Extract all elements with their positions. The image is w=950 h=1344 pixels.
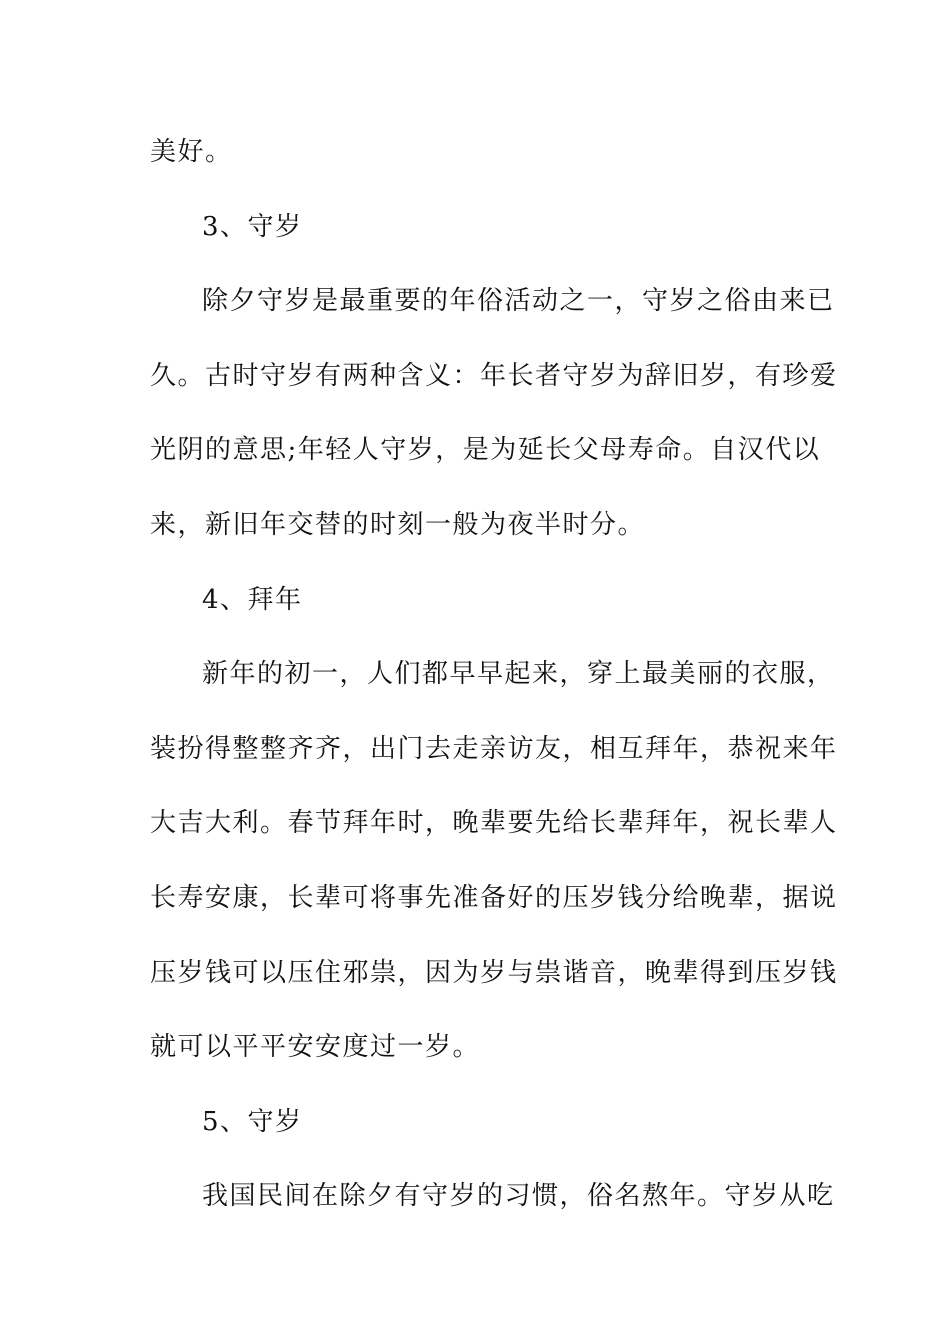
text-line: 来，新旧年交替的时刻一般为夜半时分。 — [150, 509, 646, 540]
section-heading-shousui-2: 5、守岁 — [202, 1106, 303, 1137]
text-line: 就可以平平安安度过一岁。 — [150, 1032, 481, 1063]
text-line: 美好。 — [150, 137, 233, 167]
text-line: 长寿安康，长辈可将事先准备好的压岁钱分给晚辈，据说 — [150, 882, 838, 913]
text-line: 久。古时守岁有两种含义：年长者守岁为辞旧岁，有珍爱 — [150, 360, 838, 391]
text-line: 我国民间在除夕有守岁的习惯，俗名熬年。守岁从吃 — [202, 1181, 835, 1212]
text-line: 压岁钱可以压住邪祟，因为岁与祟谐音，晚辈得到压岁钱 — [150, 957, 838, 988]
text-line: 装扮得整整齐齐，出门去走亲访友，相互拜年，恭祝来年 — [150, 733, 838, 764]
text-line: 新年的初一，人们都早早起来，穿上最美丽的衣服， — [202, 659, 835, 690]
text-line: 光阴的意思;年轻人守岁，是为延长父母寿命。自汉代以 — [150, 435, 821, 466]
text-line: 除夕守岁是最重要的年俗活动之一，守岁之俗由来已 — [202, 286, 835, 317]
section-heading-shousui: 3、守岁 — [202, 211, 303, 242]
section-heading-bainian: 4、拜年 — [202, 584, 303, 615]
text-line: 大吉大利。春节拜年时，晚辈要先给长辈拜年，祝长辈人 — [150, 808, 838, 839]
document-body — [150, 115, 838, 1234]
